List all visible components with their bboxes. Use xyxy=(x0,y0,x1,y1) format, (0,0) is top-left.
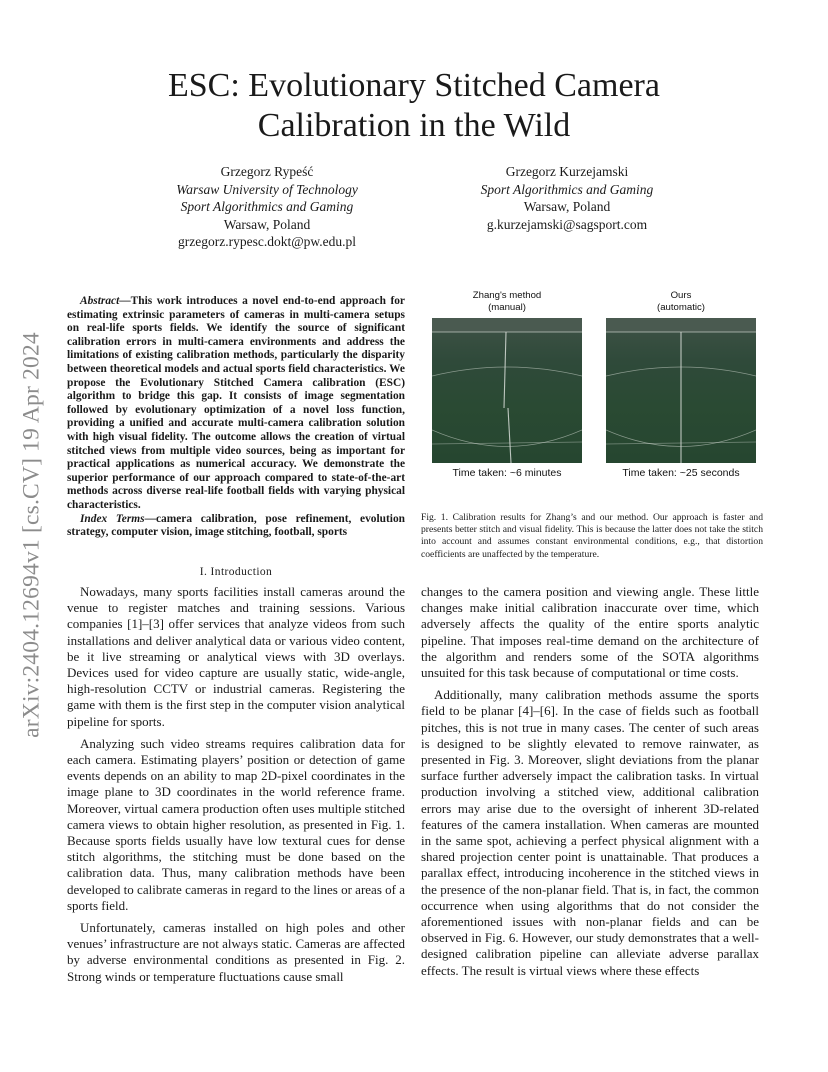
author-block-1 xyxy=(137,163,397,251)
title-line-2: Calibration in the Wild xyxy=(257,107,571,144)
abstract-text: —This work introduces a novel end-to-end approach for estimating extrinsic parameters of cameras in multi-camera setups on real-life sports fields. We identify the source of significant calibration errors in multi-camera environments and address the limitations of existing calibration methods, particularly the disparity between theoretical models and actual sports field characteristics. We propose the Evolutionary Stitched Camera calibration (ESC) algorithm to bridge this gap. It consists of image segmentation followed by evolutionary optimization of a novel loss function, providing a unified and accurate multi-camera calibration solution with high visual fidelity. The outcome allows the creation of virtual stitched views from multiple video sources, being as important for practical applications as numerical accuracy. We demonstrate the superior performance of our approach compared to state-of-the-art methods across diverse real-life football fields with varying physical characteristics. xyxy=(67,295,405,511)
body-paragraph: Unfortunately, cameras installed on high poles and other venues’ infrastructure are not always static. Cameras are affected by adverse environmental conditions as presented in Fig. 2. Strong winds or temperature fluctuations cause small xyxy=(67,920,405,984)
pitch-image-ours xyxy=(606,318,756,463)
intro-left-column xyxy=(67,584,405,985)
figure-panel-zhang xyxy=(432,290,582,479)
arxiv-side-stamp xyxy=(18,300,46,770)
pitch-lines-ours xyxy=(606,318,756,463)
intro-right-column xyxy=(421,584,759,979)
index-terms-text: —camera calibration, pose refinement, evolution strategy, computer vision, image stitching, football, sports xyxy=(67,512,405,539)
author-block-2 xyxy=(437,163,697,233)
author-affiliation: Sport Algorithmics and Gaming xyxy=(480,181,654,197)
panel-title: Zhang's method xyxy=(472,290,542,301)
figure-caption: Fig. 1. Calibration results for Zhang’s and our method. Our approach is faster and presents better stitch and visual fidelity. This is because the latter does not take the stitch into account and assumes constant environmental conditions, e.g., that distortion coefficients are unaffected by the temperature. xyxy=(421,512,763,560)
abstract-paragraph xyxy=(67,295,405,513)
index-terms-label: Index Terms xyxy=(80,512,145,525)
pitch-image-zhang xyxy=(432,318,582,463)
pitch-lines-zhang xyxy=(432,318,582,463)
body-paragraph: Analyzing such video streams requires calibration data for each camera. Estimating players’ position or detection of game events depends on an ability to map 2D-pixel coordinates in the image plane to 3D coordinates in the world reference frame. Moreover, virtual camera production often uses multiple stitched camera views to obtain higher resolution, as presented in Fig. 1. Because sports fields usually have low textural cues for dense stitch algorithms, the stitching must be done based on the calibration data. Thus, many calibration methods have been developed to calibrate cameras in regard to the lines or areas of a sports field. xyxy=(67,735,405,913)
body-paragraph: changes to the camera position and viewing angle. These little changes make initial calibration inaccurate over time, which adversely affects the quality of the entire sports analytic pipeline. That imposes real-time demand on the architecture of the algorithm and renders some of the SOTA algorithms unsuited for this task because of computational or time costs. xyxy=(421,584,759,681)
paper-title xyxy=(100,66,728,146)
arxiv-id-text: arXiv:2404.12694v1 [cs.CV] 19 Apr 2024 xyxy=(18,332,45,738)
abstract-label: Abstract xyxy=(80,295,120,307)
author-location: Warsaw, Poland xyxy=(523,199,611,214)
section-heading: I. Introduction xyxy=(199,566,273,578)
author-location: Warsaw, Poland xyxy=(223,216,311,232)
panel-time-caption: Time taken: ~6 minutes xyxy=(452,467,562,479)
index-terms-paragraph xyxy=(67,513,405,540)
author-name: Grzegorz Kurzejamski xyxy=(505,164,629,179)
title-line-1: ESC: Evolutionary Stitched Camera xyxy=(168,67,660,104)
figure-panel-ours xyxy=(606,290,756,479)
abstract-block xyxy=(67,295,405,540)
author-affiliation: Sport Algorithmics and Gaming xyxy=(180,199,354,214)
author-affiliation: Warsaw University of Technology xyxy=(176,181,358,197)
panel-title: Ours xyxy=(670,290,692,301)
panel-time-caption: Time taken: ~25 seconds xyxy=(622,467,740,479)
figure-1 xyxy=(421,290,759,490)
panel-subtitle: (automatic) xyxy=(657,302,705,313)
body-paragraph: Additionally, many calibration methods assume the sports field to be planar [4]–[6]. In the case of fields such as football pitches, this is not true in many cases. The center of such areas is designed to be slightly elevated to remove rainwater, as presented in Fig. 3. Moreover, slight deviations from the planar surface further adversely impact the calibration tasks. In virtual production involving a stitched view, additional calibration errors may arise due to the oversight of inherent 3D-related features of the camera installation. When cameras are mounted in the same spot, achieving a perfect physical alignment with a shared projection center point is unattainable. That produces a parallax effect, introducing incoherence in the stitched views in the presence of the non-planar field. That is, in fact, the common occurrence when using algorithms that do not consider the aforementioned issues with non-planar fields and can be observed in Fig. 6. However, our study demonstrates that a well-designed calibration pipeline can alleviate adverse parallax effects. The result is virtual views where these effects xyxy=(421,687,759,978)
panel-subtitle: (manual) xyxy=(488,302,526,313)
author-email: g.kurzejamski@sagsport.com xyxy=(486,216,648,232)
author-email: grzegorz.rypesc.dokt@pw.edu.pl xyxy=(178,234,356,249)
author-name: Grzegorz Rypeść xyxy=(220,164,314,179)
body-paragraph: Nowadays, many sports facilities install cameras around the venue to register matches and training sessions. Various companies [1]–[3] offer services that analyze videos from such installations and deliver analytical data or various video content, be it live streaming or analytical views with 3D overlays. Devices used for video capture are usually static, wide-angle, high-resolution CCTV or industrial cameras. Registering the game with them is the first step in the computer vision analytical pipeline for sports. xyxy=(67,584,405,729)
